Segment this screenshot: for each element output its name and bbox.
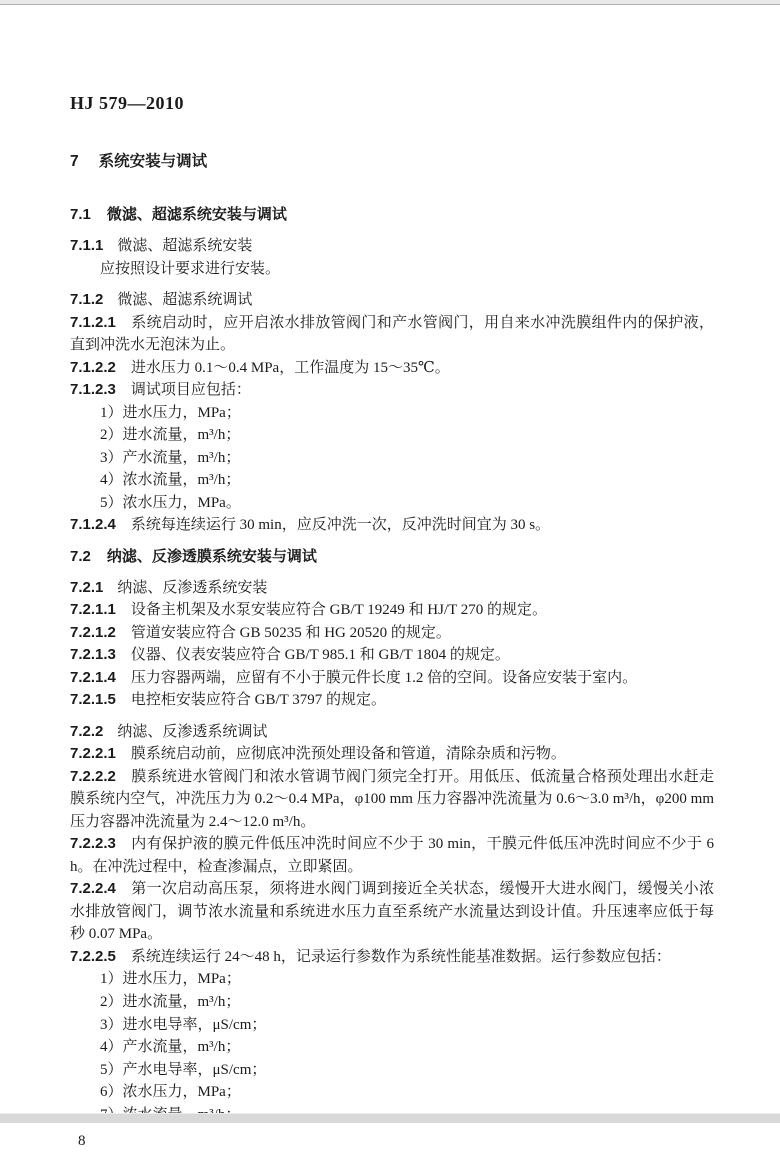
clause-number: 7.2.2.3 bbox=[70, 835, 116, 853]
section-heading-7-2-2 bbox=[70, 721, 714, 744]
clause-7-1-2-3 bbox=[70, 379, 714, 402]
section-number: 7 bbox=[70, 153, 79, 170]
clause-number: 7.2.1.5 bbox=[70, 691, 116, 709]
section-heading-7-2 bbox=[70, 546, 714, 568]
list-item: 1）进水压力，MPa； bbox=[100, 971, 241, 988]
section-heading-7-2-1 bbox=[70, 577, 714, 600]
clause-text: 内有保护液的膜元件低压冲洗时间应不少于 30 min，干膜元件低压冲洗时间应不少于 6 h。在冲洗过程中，检查渗漏点，立即紧固。 bbox=[70, 836, 714, 875]
section-heading-7-1-1 bbox=[70, 235, 714, 258]
clause-text: 系统连续运行 24～48 h，记录运行参数作为系统性能基准数据。运行参数应包括： bbox=[130, 948, 671, 965]
section-heading-7 bbox=[70, 151, 714, 173]
clause-text: 进水压力 0.1～0.4 MPa，工作温度为 15～35℃。 bbox=[130, 359, 450, 376]
section-title: 微滤、超滤系统调试 bbox=[117, 292, 253, 308]
section-title: 纳滤、反渗透系统调试 bbox=[117, 723, 268, 740]
section-number: 7.1.2 bbox=[70, 291, 104, 308]
clause-7-1-2-1 bbox=[70, 312, 714, 357]
clause-7-2-2-1 bbox=[70, 743, 714, 766]
list-item: 2）进水流量，m³/h； bbox=[100, 427, 241, 444]
clause-text: 调试项目应包括： bbox=[130, 382, 251, 398]
list-item: 3）产水流量，m³/h； bbox=[100, 449, 241, 466]
clause-7-2-2-5 bbox=[70, 946, 714, 969]
page-number: 8 bbox=[78, 1132, 86, 1149]
scan-bottom-edge bbox=[0, 1113, 780, 1123]
clause-number: 7.1.2.4 bbox=[70, 516, 116, 534]
clause-7-2-2-3 bbox=[70, 833, 714, 878]
paragraph: 应按照设计要求进行安装。 bbox=[100, 260, 281, 277]
parameter-list bbox=[100, 402, 714, 515]
page-content bbox=[70, 0, 714, 1152]
section-title: 微滤、超滤系统安装与调试 bbox=[106, 206, 287, 223]
clause-7-2-2-4 bbox=[70, 878, 714, 946]
clause-text: 第一次启动高压泵，须将进水阀门调到接近全关状态，缓慢开大进水阀门，缓慢关小浓水排放管阀门，调节浓水流量和系统进水压力直至系统产水流量达到设计值。升压速率应低于每秒 0.07 MPa。 bbox=[70, 881, 714, 943]
clause-number: 7.2.2.5 bbox=[70, 947, 116, 965]
standard-code: HJ 579—2010 bbox=[70, 93, 185, 113]
clause-number: 7.1.2.2 bbox=[70, 358, 116, 376]
section-number: 7.2.1 bbox=[70, 578, 104, 596]
list-item: 5）产水电导率，μS/cm； bbox=[100, 1061, 267, 1078]
clause-7-1-2-2 bbox=[70, 357, 714, 380]
section-title: 系统安装与调试 bbox=[98, 153, 208, 170]
list-item: 5）浓水压力，MPa。 bbox=[100, 494, 241, 511]
clause-number: 7.2.1.3 bbox=[70, 646, 116, 664]
clause-number: 7.1.2.1 bbox=[70, 313, 116, 331]
section-title: 微滤、超滤系统安装 bbox=[117, 238, 253, 254]
section-number: 7.2.2 bbox=[70, 722, 104, 740]
clause-7-2-1-2 bbox=[70, 622, 714, 645]
section-heading-7-1 bbox=[70, 204, 714, 226]
clause-text: 压力容器两端，应留有不小于膜元件长度 1.2 倍的空间。设备应安装于室内。 bbox=[130, 669, 638, 686]
section-number: 7.2 bbox=[70, 547, 91, 565]
clause-7-2-1-1 bbox=[70, 599, 714, 622]
list-item: 2）进水流量，m³/h； bbox=[100, 994, 241, 1011]
clause-number: 7.2.1.2 bbox=[70, 623, 116, 641]
clause-number: 7.1.2.3 bbox=[70, 381, 116, 398]
clause-7-2-2-2 bbox=[70, 766, 714, 834]
clause-number: 7.2.2.2 bbox=[70, 767, 116, 785]
clause-7-2-1-4 bbox=[70, 667, 714, 690]
clause-7-2-1-3 bbox=[70, 644, 714, 667]
clause-text: 膜系统启动前，应彻底冲洗预处理设备和管道，清除杂质和污物。 bbox=[130, 746, 566, 763]
clause-7-2-1-5 bbox=[70, 689, 714, 712]
clause-text: 仪器、仪表安装应符合 GB/T 985.1 和 GB/T 1804 的规定。 bbox=[130, 647, 510, 664]
clause-7-1-2-4 bbox=[70, 514, 714, 537]
list-item: 4）产水流量，m³/h； bbox=[100, 1039, 241, 1056]
clause-number: 7.2.2.4 bbox=[70, 880, 116, 898]
section-heading-7-1-2 bbox=[70, 289, 714, 312]
section-title: 纳滤、反渗透系统安装 bbox=[117, 579, 268, 596]
clause-number: 7.2.2.1 bbox=[70, 745, 116, 763]
list-item: 4）浓水流量，m³/h； bbox=[100, 472, 241, 489]
parameter-list bbox=[100, 968, 714, 1126]
clause-text: 膜系统进水管阀门和浓水管调节阀门须完全打开。用低压、低流量合格预处理出水赶走膜系统内空气，冲洗压力为 0.2～0.4 MPa，φ100 mm 压力容器冲洗流量为 0.6～3.0 m³/h，φ200 mm 压力容器冲洗流量为 2.4～12.0 m³/h。 bbox=[70, 768, 714, 830]
clause-text: 电控柜安装应符合 GB/T 3797 的规定。 bbox=[130, 692, 387, 709]
clause-number: 7.2.1.1 bbox=[70, 601, 116, 619]
list-item: 6）浓水压力，MPa； bbox=[100, 1084, 241, 1101]
clause-text: 设备主机架及水泵安装应符合 GB/T 19249 和 HJ/T 270 的规定。 bbox=[130, 602, 548, 619]
clause-text: 管道安装应符合 GB 50235 和 HG 20520 的规定。 bbox=[130, 624, 451, 641]
clause-number: 7.2.1.4 bbox=[70, 668, 116, 686]
list-item: 1）进水压力，MPa； bbox=[100, 404, 241, 421]
section-number: 7.1.1 bbox=[70, 237, 104, 254]
clause-text: 系统每连续运行 30 min，应反冲洗一次，反冲洗时间宜为 30 s。 bbox=[130, 517, 551, 534]
section-number: 7.1 bbox=[70, 206, 91, 223]
clause-text: 系统启动时，应开启浓水排放管阀门和产水管阀门，用自来水冲洗膜组件内的保护液，直到冲洗水无泡沫为止。 bbox=[70, 314, 714, 353]
section-title: 纳滤、反渗透膜系统安装与调试 bbox=[106, 547, 317, 565]
list-item: 3）进水电导率，μS/cm； bbox=[100, 1016, 267, 1033]
